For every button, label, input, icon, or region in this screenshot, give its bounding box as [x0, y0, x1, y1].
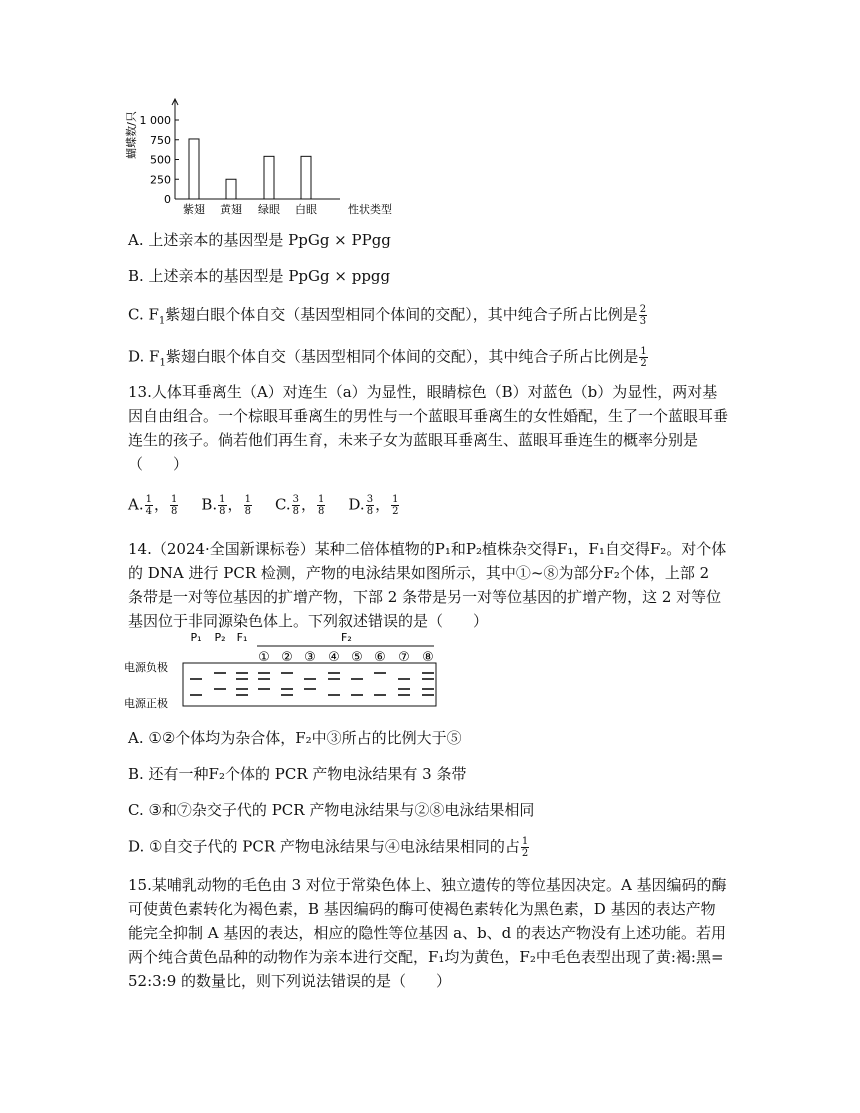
q12-d-sub: 1: [159, 357, 166, 369]
bar: [226, 179, 236, 199]
q14-option-c: C. ③和⑦杂交子代的 PCR 产物电泳结果与②⑧电泳结果相同: [128, 801, 535, 819]
q13-options: [128, 494, 422, 517]
q14-option-b: B. 还有一种F₂个体的 PCR 产物电泳结果有 3 条带: [128, 765, 467, 783]
bar: [189, 139, 199, 199]
q12-d-prefix: D. F: [128, 347, 160, 366]
q15-stem: 15.某哺乳动物的毛色由 3 对位于常染色体上、独立遗传的等位基因决定。A 基因编码的酶可使黄色素转化为褐色素，B 基因编码的酶可使褐色素转化为黑色素，D 基因的表达产物能完全抑制 A 基因的表达，相应的隐性等位基因 a、b、d 的表达产物没有上述功能。若用两个纯合黄色品种的动物作为亲本进行交配，F₁均为黄色，F₂中毛色表型出现了黄:褐:黑= 52:3:9 的数量比，则下列说法错误的是（ ）: [128, 876, 727, 990]
y-tick-label: 1 000: [139, 114, 171, 127]
q14-option-a: A. ①②个体均为杂合体，F₂中③所占的比例大于⑤: [128, 729, 462, 747]
q14-d-fraction: $\frac{1}{2}$: [521, 836, 529, 859]
gel-lane-label: ②: [281, 650, 293, 665]
q12-option-b: B. 上述亲本的基因型是 PpGg × ppgg: [128, 267, 391, 285]
gel-lane-label: ⑤: [351, 650, 363, 665]
bar: [264, 156, 274, 199]
bar-chart: [122, 95, 392, 220]
gel-top-label: F₁: [236, 631, 248, 644]
q12-c-sub: 1: [158, 315, 166, 327]
q12-d-text: 紫翅白眼个体自交（基因型相同个体间的交配），其中纯合子所占比例是: [165, 347, 639, 366]
q12-d-fraction: $\frac{1}{2}$: [640, 346, 647, 369]
x-tick-label: 紫翅: [183, 203, 205, 216]
y-tick-label: 750: [150, 133, 171, 147]
gel-f2-label: F₂: [341, 631, 352, 644]
bar: [301, 156, 311, 199]
q13-option: A. $\frac{1}{4}$ ， $\frac{1}{8}$: [128, 494, 178, 517]
x-tick-label: 白眼: [295, 203, 317, 216]
q14-option-d: [128, 836, 530, 859]
gel-lane-label: ①: [258, 650, 270, 665]
gel-figure: [124, 627, 454, 717]
q12-option-d: [128, 346, 649, 374]
chart-xlabel: 性状类型: [348, 203, 392, 216]
y-tick-label: 250: [150, 173, 171, 187]
gel-lane-label: ④: [328, 650, 340, 665]
gel-top-label: P₂: [214, 631, 226, 644]
gel-lane-label: ③: [304, 650, 316, 665]
q13-option: D. $\frac{3}{8}$ ， $\frac{1}{2}$: [348, 494, 399, 517]
q12-c-fraction: $\frac{2}{3}$: [639, 304, 647, 327]
q12-c-prefix: C. F: [128, 305, 159, 324]
gel-lane-label: ⑦: [398, 650, 410, 665]
q13-stem: 13.人体耳垂离生（A）对连生（a）为显性，眼睛棕色（B）对蓝色（b）为显性，两对基因自由组合。一个棕眼耳垂离生的男性与一个蓝眼耳垂离生的女性婚配，生了一个蓝眼耳垂连生的孩子。倘若他们再生育，未来子女为蓝眼耳垂离生、蓝眼耳垂连生的概率分别是（ ）: [128, 383, 729, 473]
gel-box: [183, 663, 436, 706]
q12-option-a: A. 上述亲本的基因型是 PpGg × PPgg: [128, 231, 391, 249]
q14-d-text: D. ①自交子代的 PCR 产物电泳结果与④电泳结果相同的占: [128, 837, 520, 856]
chart-ylabel: 蝴蝶数/只: [125, 111, 138, 159]
gel-lane-label: ⑥: [374, 650, 386, 665]
q13-option: C. $\frac{3}{8}$ ， $\frac{1}{8}$: [274, 494, 325, 517]
gel-negative-label: 电源负极: [124, 661, 168, 674]
x-tick-label: 黄翅: [220, 203, 242, 216]
q14-stem: 14.（2024·全国新课标卷）某种二倍体植物的P₁和P₂植株杂交得F₁，F₁自交得F₂。对个体的 DNA 进行 PCR 检测，产物的电泳结果如图所示，其中①~⑧为部分F₂个体，上部 2 条带是一对等位基因的扩增产物，下部 2 条带是另一对等位基因的扩增产物，这 2 对等位基因位于非同源染色体上。下列叙述错误的是（ ）: [128, 540, 727, 630]
gel-top-label: P₁: [190, 631, 202, 644]
gel-lane-label: ⑧: [422, 650, 434, 665]
y-tick-label: 500: [150, 153, 171, 167]
q12-option-c: [128, 304, 648, 332]
q13-option: B. $\frac{1}{8}$ ， $\frac{1}{8}$: [201, 494, 251, 517]
gel-positive-label: 电源正极: [124, 697, 168, 710]
q12-c-text: 紫翅白眼个体自交（基因型相同个体间的交配），其中纯合子所占比例是: [165, 305, 638, 324]
y-tick-label: 0: [164, 193, 171, 206]
x-tick-label: 绿眼: [258, 203, 280, 216]
